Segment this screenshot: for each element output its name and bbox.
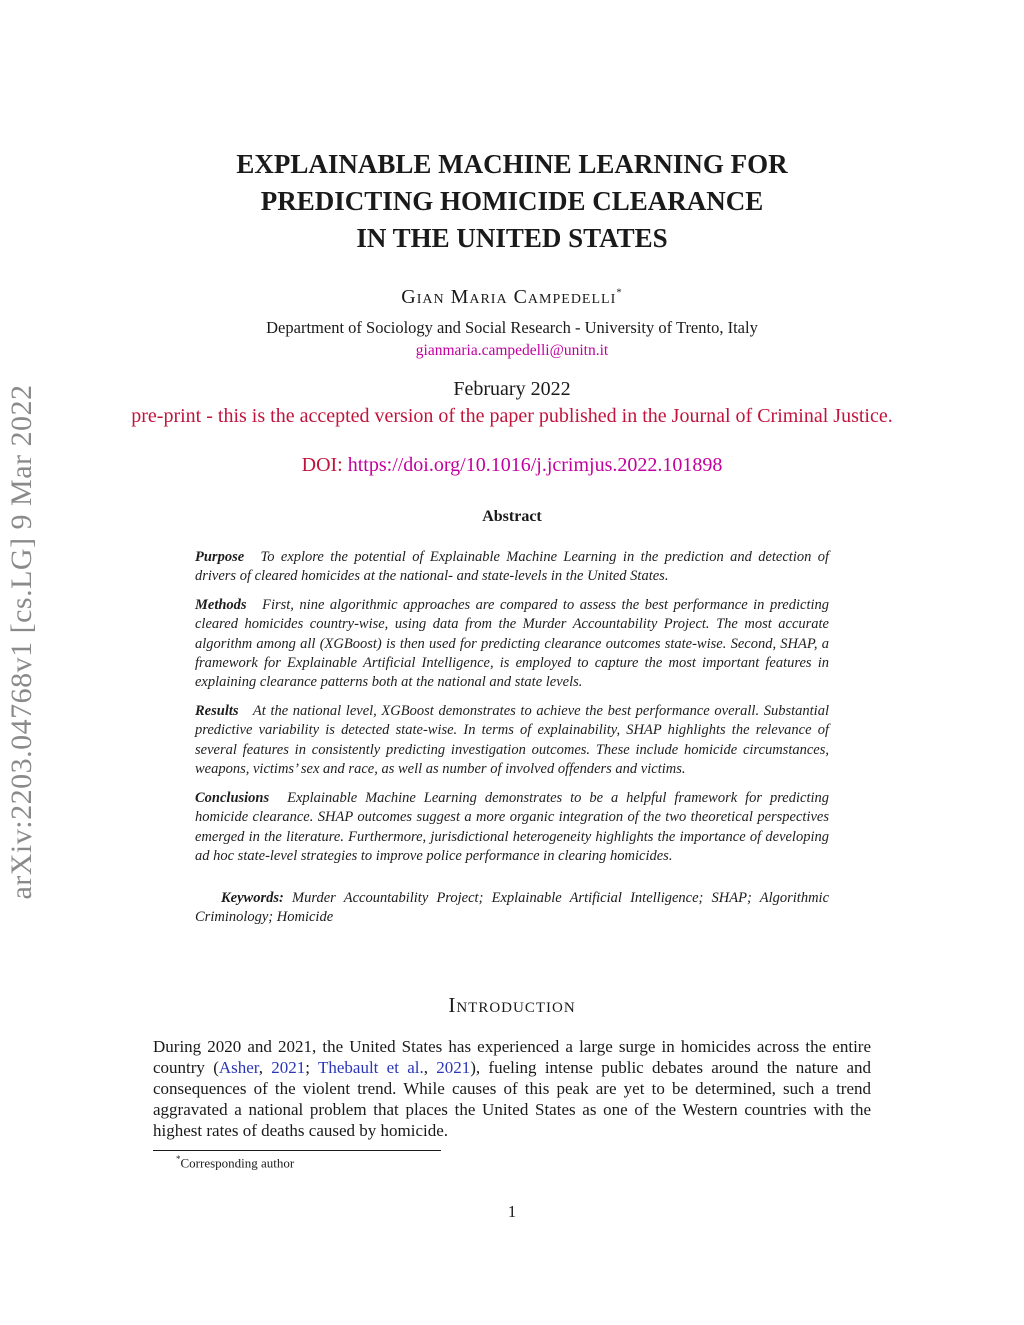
methods-text: First, nine algorithmic approaches are compared to assess the best performance in predicting cleared homicides country-wise, using data from the Murder Accountability Project. The most accurate algorithm among all (XGBoost) is then used for predicting clearance outcomes state-wise. Second, SHAP, a framework for Explainable Artificial Intelligence, is employed to capture the most important features in explaining clearance patterns both at the national and state levels. [195,597,830,691]
keywords-label: Keywords: [221,890,284,906]
conclusions-label: Conclusions [195,790,270,806]
footnote-mark: * [176,1154,181,1164]
author-name: Gian Maria Campedelli [401,286,617,308]
abstract-conclusions [195,789,829,866]
arxiv-stamp [0,0,44,1325]
conclusions-text: Explainable Machine Learning demonstrates to be a helpful framework for predicting homicide clearance. SHAP outcomes suggest a more organic integration of the two theoretical perspectives emerged in the literature. Furthermore, jurisdictional heterogeneity highlights the importance of developing ad hoc state-level strategies to improve police performance in clearing homicides. [195,790,830,864]
purpose-text: To explore the potential of Explainable Machine Learning in the prediction and detection of drivers of cleared homicides at the national- and state-levels in the United States. [195,549,829,585]
publication-date: February 2022 [453,378,571,400]
author-email-link[interactable]: gianmaria.campedelli@unitn.it [415,342,609,359]
affiliation: Department of Sociology and Social Research - University of Trento, Italy [266,318,758,337]
citation-thebault-name[interactable]: Thebault et al. [317,1058,424,1077]
doi-link[interactable]: https://doi.org/10.1016/j.jcrimjus.2022.101898 [347,454,723,476]
author-footnote-mark: * [616,286,623,299]
footnote [176,1154,294,1171]
paper-title [150,146,874,257]
arxiv-stamp-text: arXiv:2203.04768v1 [cs.LG] 9 Mar 2022 [5,384,38,900]
abstract-heading: Abstract [482,508,542,525]
title-line: IN THE UNITED STATES [356,223,668,253]
author [150,286,874,309]
citation-asher-year[interactable]: 2021 [271,1058,306,1077]
purpose-label: Purpose [195,549,245,565]
footnote-text: Corresponding author [180,1155,295,1171]
footnote-rule [153,1150,441,1151]
title-line: PREDICTING HOMICIDE CLEARANCE [260,186,764,216]
abstract-methods [195,596,829,692]
preprint-note: pre-print - this is the accepted version of the paper published in the Journal of Criminal Justice. [131,405,893,427]
page-number: 1 [507,1202,517,1221]
keywords [195,889,829,928]
results-text: At the national level, XGBoost demonstrates to achieve the best performance overall. Substantial predictive variability is detected state-wise. In terms of explainability, SHAP highlights the relevance of several features in consistently predicting investigation outcomes. These include homicide circumstances, weapons, victims’ sex and race, as well as number of involved offenders and victims. [195,703,829,777]
keywords-text: Murder Accountability Project; Explainable Artificial Intelligence; SHAP; Algorithmic Criminology; Homicide [195,890,830,926]
methods-label: Methods [195,597,247,613]
results-label: Results [195,703,239,719]
abstract-purpose [195,548,829,587]
citation-thebault-year[interactable]: 2021 [436,1058,471,1077]
doi-line [150,454,874,477]
introduction-heading: Introduction [448,993,576,1017]
intro-text-before: During 2020 and 2021, the United States has experienced a large surge in homicides across the entire country ( [153,1037,871,1077]
introduction-paragraph: During 2020 and 2021, the United States has experienced a large surge in homicides across the entire country (Asher, 2021; Thebault et al., 2021), fueling intense public debates around the nature and consequences of the violent trend. While causes of this peak are yet to be determined, such a trend aggravated a national problem that places the United States as one of the Western countries with the highest rates of deaths caused by homicide. [153,1037,872,1140]
doi-label: DOI: [301,454,343,476]
intro-text-after: ), fueling intense public debates around the nature and consequences of the violent trend. While causes of this peak are yet to be determined, such a trend aggravated a national problem that places the United States as one of the Western countries with the highest rates of deaths caused by homicide. [153,1058,872,1140]
title-line: EXPLAINABLE MACHINE LEARNING FOR [236,149,788,179]
citation-asher-name[interactable]: Asher [218,1058,259,1077]
abstract-results [195,702,829,779]
